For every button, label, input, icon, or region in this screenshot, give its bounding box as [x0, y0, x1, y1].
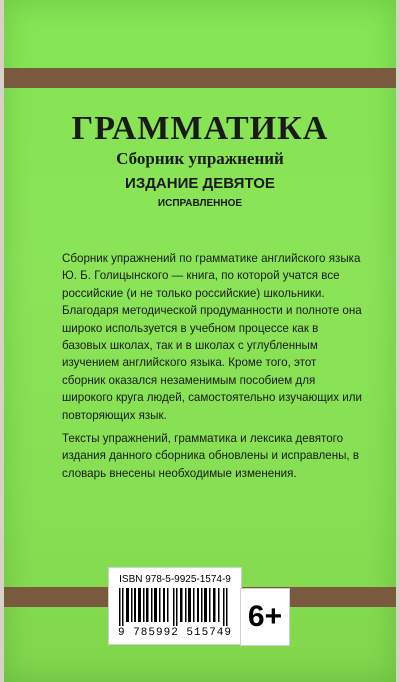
top-stripe — [4, 68, 396, 88]
description-paragraph-2: Тексты упражнений, грамматика и лексика девятого издания данного сборника обновлены и исправлены, в словарь внесены необходимые изменения. — [62, 432, 360, 480]
book-subtitle: Сборник упражнений — [116, 149, 284, 168]
age-rating-badge: 6+ — [240, 588, 290, 646]
book-description — [62, 250, 362, 488]
isbn-text: ISBN 978-5-9925-1574-9 — [119, 574, 231, 585]
description-paragraph-1: Сборник упражнений по грамматике английского языка Ю. Б. Голицынского — книга, по которой учатся все российские (и не только российские) школьники. Благодаря методической продуманности и полноте она широко используется в учебном процессе как в базовых школах, так и в школах с углубленным изучением английского языка. Кроме того, этот сборник оказался незаменимым пособием для широкого круга людей, самостоятельно изучающих или повторяющих язык. — [62, 252, 363, 422]
barcode-digits: 9 785992 515749 — [117, 627, 233, 639]
barcode-label — [108, 567, 242, 645]
book-title: ГРАММАТИКА — [71, 110, 329, 147]
revised-label: ИСПРАВЛЕННОЕ — [157, 198, 243, 209]
barcode-bars — [119, 588, 231, 626]
edition-label: ИЗДАНИЕ ДЕВЯТОЕ — [125, 175, 275, 192]
